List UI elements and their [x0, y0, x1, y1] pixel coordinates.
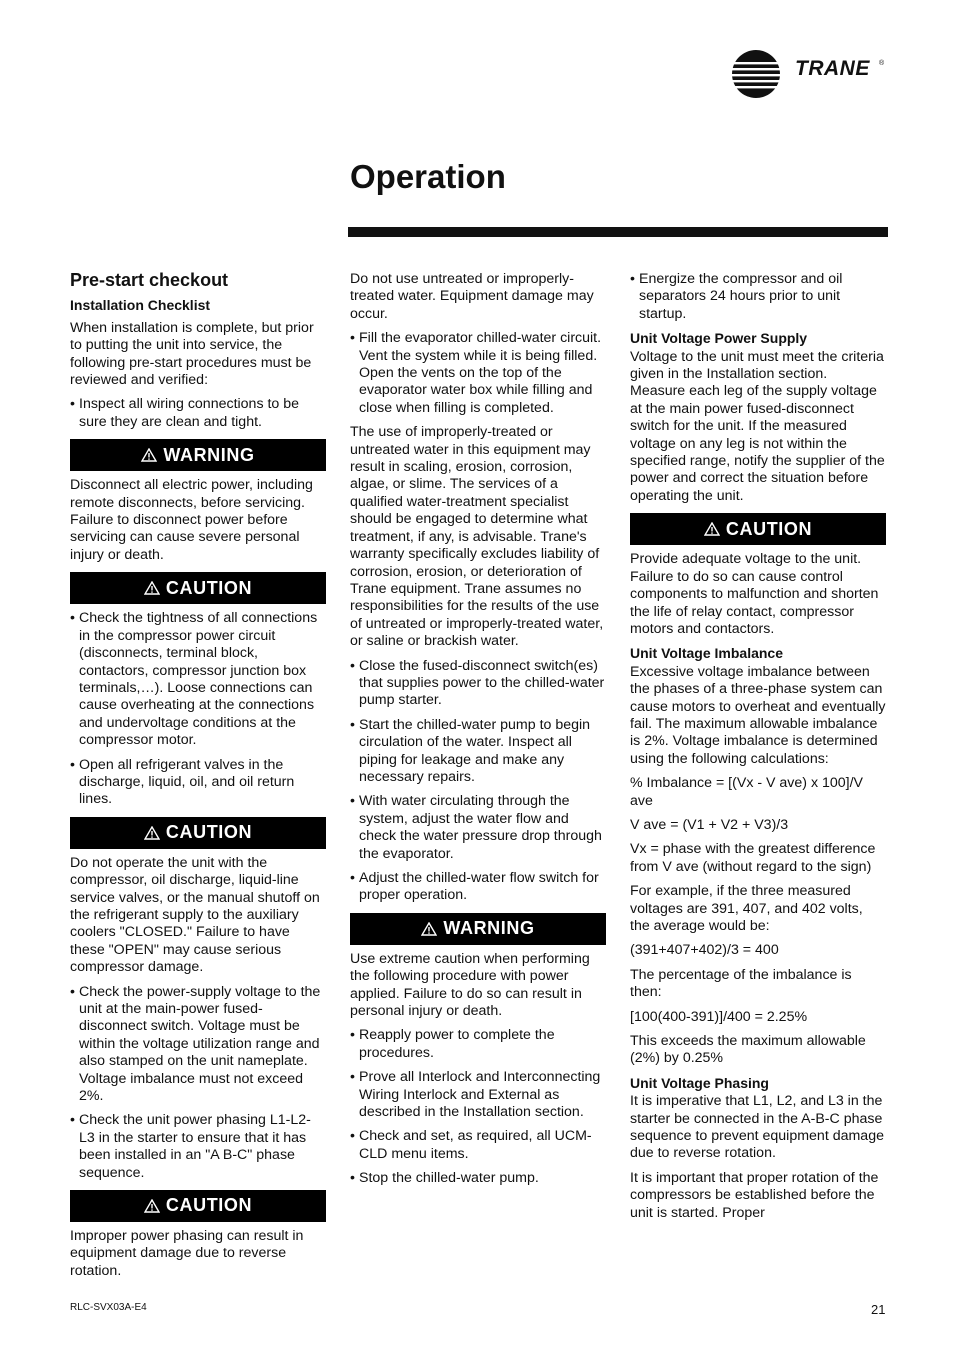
- trane-logo: [731, 49, 891, 99]
- section-heading: Pre-start checkout: [70, 270, 229, 290]
- caution-banner: [70, 1190, 326, 1222]
- paragraph-text: It is imperative that L1, L2, and L3 in the starter be connected in the A-B-C phase sequence to prevent equipment damage due to reverse rotation.: [630, 1093, 884, 1162]
- subsection-heading: Unit Voltage Imbalance: [630, 645, 783, 662]
- warning-icon: [144, 1199, 160, 1213]
- warning-banner: [350, 913, 606, 945]
- checklist: [70, 984, 326, 1182]
- paragraph: For example, if the three measured voltages are 391, 407, and 402 volts, the average would be:: [630, 883, 863, 934]
- warning-icon: [141, 448, 157, 462]
- formula-note: Vx = phase with the greatest difference from V ave (without regard to the sign): [630, 841, 876, 875]
- warning-label: WARNING: [163, 444, 255, 465]
- list-item: • Adjust the chilled-water flow switch for proper operation.: [350, 870, 606, 905]
- formula: % Imbalance = [(Vx - V ave) x 100]/V ave: [630, 775, 864, 809]
- formula: (391+407+402)/3 = 400: [630, 942, 779, 959]
- caution-banner: [70, 817, 326, 849]
- formula: V ave = (V1 + V2 + V3)/3: [630, 816, 789, 833]
- paragraph: Do not use untreated or improperly-treated water. Equipment damage may occur.: [350, 271, 594, 322]
- paragraph: [630, 645, 886, 768]
- list-item: • Check the tightness of all connections in the compressor power circuit (disconnects, terminal block, contactors, compressor junction box terminals,…). Loose connections can cause overheating at the connections and undervoltage conditions at the compressor motor.: [70, 610, 326, 749]
- list-item: • Check the unit power phasing L1-L2-L3 in the starter to ensure that it has been installed in an "A B-C" phase sequence.: [70, 1112, 326, 1182]
- warning-icon: [144, 826, 160, 840]
- formula: [100(400-391)]/400 = 2.25%: [630, 1008, 808, 1025]
- list-item: • Start the chilled-water pump to begin circulation of the water. Inspect all piping for leakage and make any necessary repairs.: [350, 717, 606, 787]
- document-code: RLC-SVX03A-E4: [70, 1302, 147, 1313]
- warning-banner: [70, 439, 326, 471]
- caution-text: Do not operate the unit with the compressor, oil discharge, liquid-line service valves, or the manual shutoff on the refrigerant supply to the auxiliary coolers "CLOSED." Failure to have these "OPEN" may cause serious compressor damage.: [70, 854, 320, 976]
- checklist: [70, 610, 326, 808]
- checklist: [350, 1027, 606, 1187]
- checklist: [630, 271, 886, 323]
- title-rule: [348, 227, 888, 237]
- brand-name: TRANE: [795, 57, 870, 80]
- paragraph: This exceeds the maximum allowable (2%) by 0.25%: [630, 1033, 866, 1067]
- subsection-heading: Unit Voltage Power Supply: [630, 330, 808, 347]
- paragraph: The percentage of the imbalance is then:: [630, 966, 852, 1001]
- warning-text: Disconnect all electric power, including remote disconnects, before servicing. Failure to disconnect power before servicing can cause severe personal injury or death.: [70, 477, 313, 563]
- intro-paragraph: When installation is complete, but prior to putting the unit into service, the following pre-start procedures must be reviewed and verified:: [70, 319, 314, 389]
- list-item: • Reapply power to complete the procedures.: [350, 1027, 606, 1062]
- warning-icon: [704, 522, 720, 536]
- paragraph: [630, 330, 886, 505]
- warning-text: Use extreme caution when performing the following procedure with power applied. Failure to do so can result in personal injury or death.: [350, 950, 590, 1020]
- warning-label: WARNING: [443, 918, 535, 939]
- list-item: • Stop the chilled-water pump.: [350, 1170, 606, 1187]
- caution-label: CAUTION: [165, 577, 253, 598]
- paragraph: It is important that proper rotation of the compressors be established before the unit is started. Proper: [630, 1169, 879, 1221]
- list-item: • Check the power-supply voltage to the unit at the main-power fused-disconnect switch. Voltage must be within the voltage utilization range and also stamped on the unit nameplate. Voltage imbalance must not exceed 2%.: [70, 984, 326, 1106]
- page-number: 21: [871, 1302, 886, 1317]
- list-item: • Check and set, as required, all UCM-CLD menu items.: [350, 1128, 606, 1163]
- subsection-heading: Installation Checklist: [70, 297, 211, 314]
- list-item: • Energize the compressor and oil separators 24 hours prior to unit startup.: [630, 271, 886, 323]
- caution-banner: [630, 513, 886, 545]
- paragraph: The use of improperly-treated or untreated water in this equipment may result in scaling, erosion, corrosion, algae, or slime. The services of a qualified water-treatment specialist should be engaged to determine what treatment, if any, is advisable. Trane's warranty specifically excludes liability of corrosion, erosion, or deterioration of Trane equipment. Trane assumes no responsibilities for the results of the use of untreated or improperly-treated water, or saline or brackish water.: [350, 424, 604, 650]
- paragraph: [630, 1075, 886, 1163]
- caution-text: Improper power phasing can result in equipment damage due to reverse rotation.: [70, 1228, 304, 1279]
- list-item: • Prove all Interlock and Interconnecting Wiring Interlock and External as described in the Installation section.: [350, 1069, 606, 1121]
- trane-globe-icon: [731, 49, 783, 99]
- list-item: • Inspect all wiring connections to be sure they are clean and tight.: [70, 396, 326, 431]
- list-item: • Open all refrigerant valves in the discharge, liquid, oil, and oil return lines.: [70, 757, 326, 809]
- checklist: [70, 396, 326, 431]
- caution-text: Provide adequate voltage to the unit. Failure to do so can cause control components to malfunction and shorten the life of relay contact, compressor motors and contactors.: [630, 551, 879, 637]
- list-item: • With water circulating through the system, adjust the water flow and check the water pressure drop through the evaporator.: [350, 793, 606, 863]
- column-3: [630, 271, 886, 1229]
- caution-label: CAUTION: [165, 1195, 253, 1216]
- list-item: • Close the fused-disconnect switch(es) that supplies power to the chilled-water pump starter.: [350, 658, 606, 710]
- checklist: [350, 658, 606, 905]
- page-title: Operation: [350, 158, 506, 195]
- checklist: [350, 330, 606, 417]
- paragraph-text: Voltage to the unit must meet the criteria given in the Installation section. Measure each leg of the supply voltage at the main power fused-disconnect switch for the unit. If the measured voltage on any leg is not within the specified range, notify the supplier of the power and correct the situation before operating the unit.: [630, 348, 885, 504]
- paragraph-text: Excessive voltage imbalance between the phases of a three-phase system can cause motors to overheat and eventually fail. The maximum allowable imbalance is 2%. Voltage imbalance is determined using the following calculations:: [630, 663, 886, 767]
- caution-label: CAUTION: [165, 822, 253, 843]
- caution-label: CAUTION: [725, 518, 813, 539]
- subsection-heading: Unit Voltage Phasing: [630, 1074, 769, 1091]
- warning-icon: [421, 922, 437, 936]
- list-item: • Fill the evaporator chilled-water circuit. Vent the system while it is being filled. Open the vents on the top of the evaporator water box while filling and close when filling is completed.: [350, 330, 606, 417]
- registered-mark: ®: [879, 60, 885, 67]
- warning-icon: [144, 581, 160, 595]
- caution-banner: [70, 572, 326, 604]
- column-2: [350, 271, 606, 1195]
- column-1: [70, 268, 326, 1287]
